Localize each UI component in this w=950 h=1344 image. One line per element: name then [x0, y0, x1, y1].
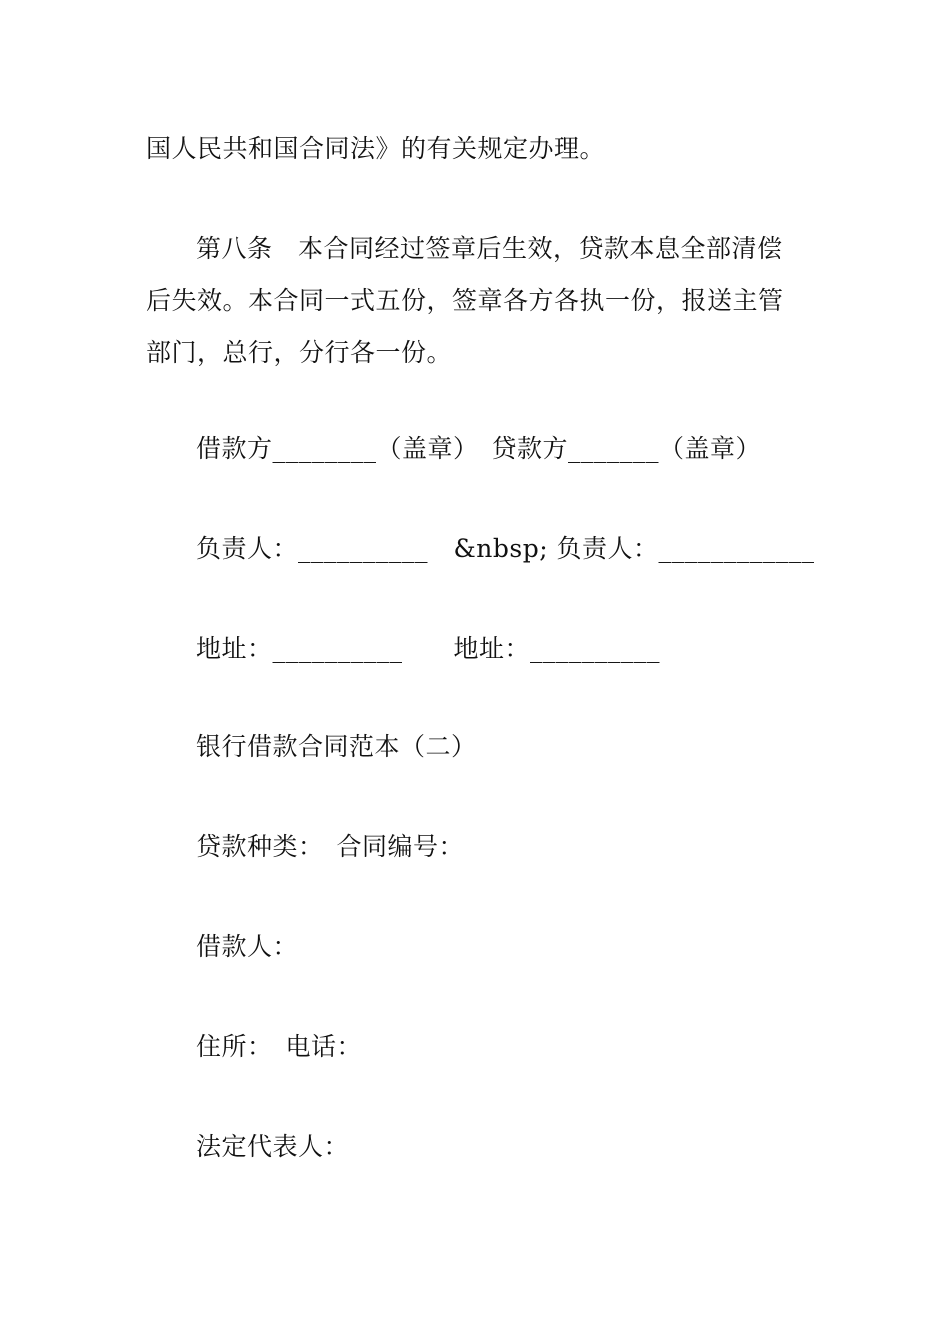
article-8-line-3: 部门，总行，分行各一份。 [146, 338, 453, 367]
article-8-line-2: 后失效。本合同一式五份，签章各方各执一份，报送主管 [146, 286, 784, 315]
article-8-line-1: 第八条 本合同经过签章后生效，贷款本息全部清偿 [196, 234, 783, 263]
legal-representative-line: 法定代表人： [196, 1132, 350, 1161]
paragraph-line-law-reference: 国人民共和国合同法》的有关规定办理。 [146, 134, 606, 163]
section-title: 银行借款合同范本（二） [196, 732, 477, 761]
loan-type-contract-number-line: 贷款种类： 合同编号： [196, 832, 465, 861]
responsible-person-line: 负责人：__________ &nbsp; 负责人：____________ [196, 534, 815, 563]
borrower-line: 借款人： [196, 932, 299, 961]
address-line: 地址：__________ 地址：__________ [196, 634, 661, 663]
signature-parties-line: 借款方________（盖章） 贷款方_______（盖章） [196, 434, 762, 463]
residence-phone-line: 住所： 电话： [196, 1032, 363, 1061]
